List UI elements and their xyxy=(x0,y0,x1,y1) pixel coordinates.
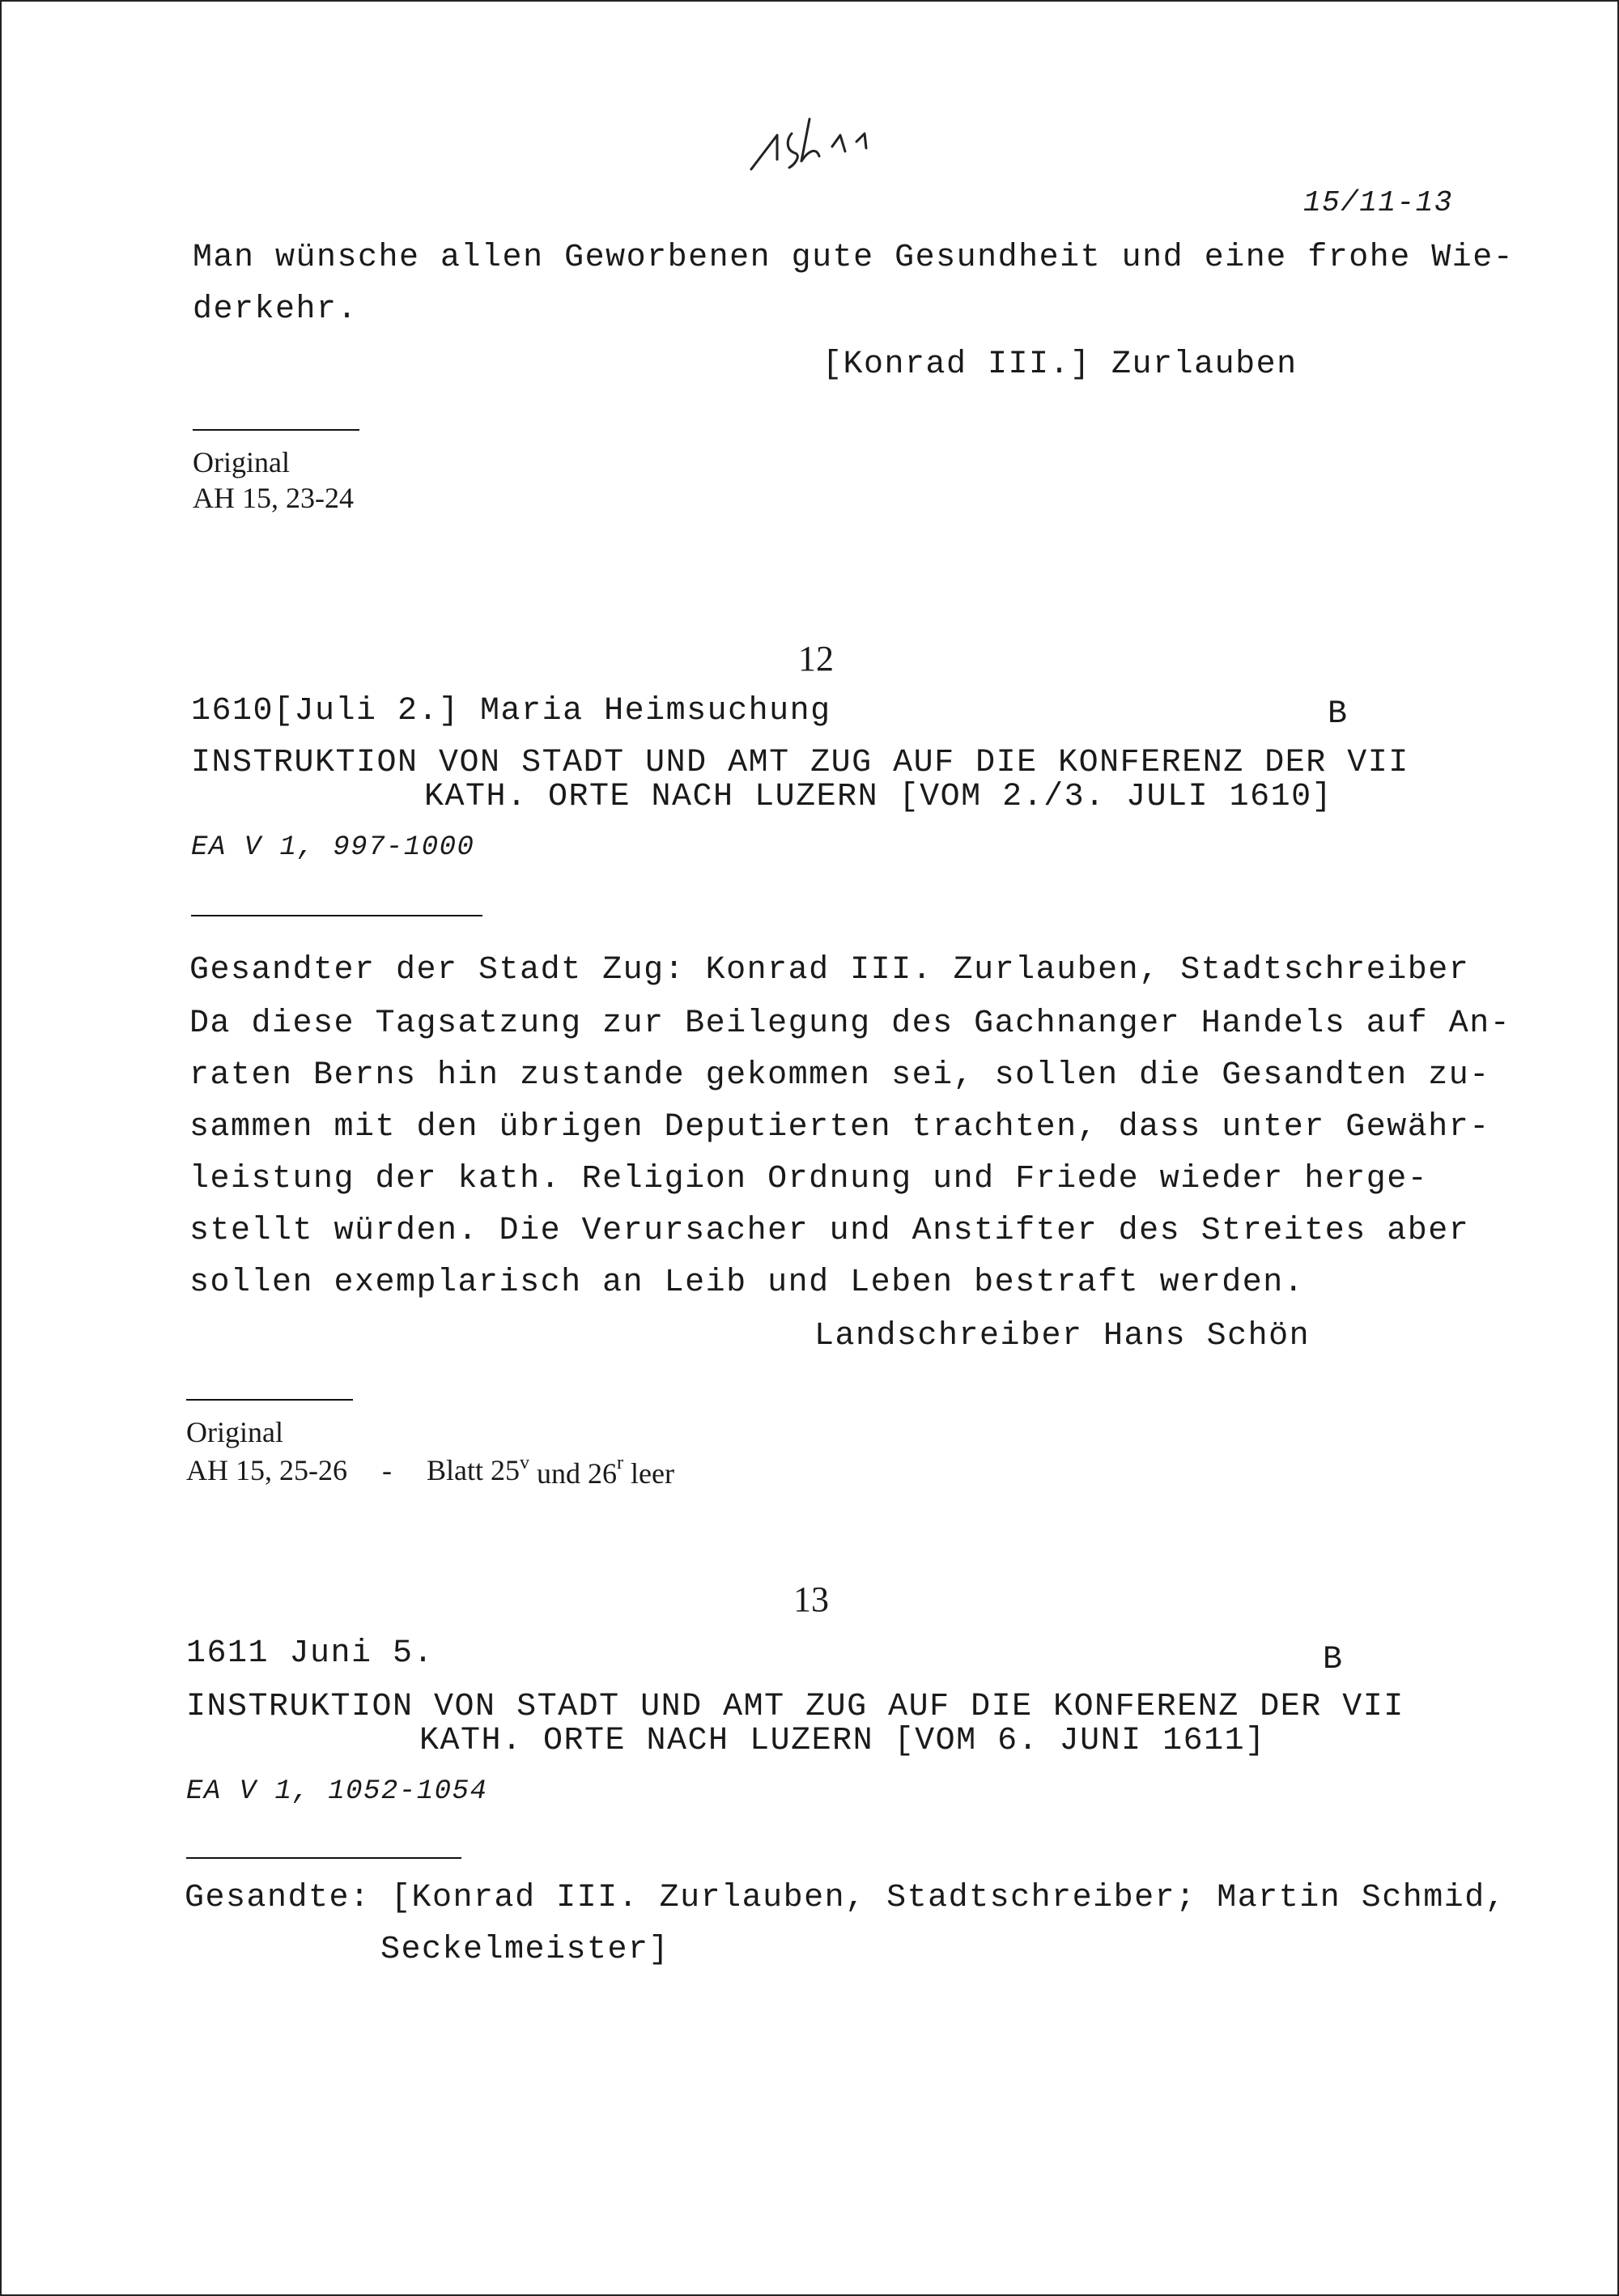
body-line: stellt würden. Die Verursacher und Anstifter des Streites aber xyxy=(189,1213,1470,1249)
signature: Landschreiber Hans Schön xyxy=(814,1318,1311,1354)
source-dash: - xyxy=(381,1454,392,1486)
body-line: sammen mit den übrigen Deputierten trachten, dass unter Gewähr- xyxy=(189,1109,1490,1146)
entry-title-line2: KATH. ORTE NACH LUZERN [VOM 2./3. JULI 1610] xyxy=(424,779,1333,815)
entry-date: 1610[Juli 2.] Maria Heimsuchung xyxy=(191,693,831,729)
divider xyxy=(186,1399,353,1401)
citation: EA V 1, 997-1000 xyxy=(191,832,475,863)
divider xyxy=(193,429,359,431)
source-note-c: leer xyxy=(630,1457,674,1490)
source-reference: AH 15, 25-26 xyxy=(186,1454,347,1486)
handwritten-folio-mark xyxy=(745,111,890,176)
body-line: Da diese Tagsatzung zur Beilegung des Gachnanger Handels auf An- xyxy=(189,1006,1511,1042)
entry-type: B xyxy=(1323,1642,1344,1678)
signature: [Konrad III.] Zurlauben xyxy=(822,347,1298,383)
entry-number: 13 xyxy=(793,1580,829,1619)
source-note-b: und 26 xyxy=(536,1457,617,1490)
superscript-v: v xyxy=(519,1452,529,1473)
entry-title-line2: KATH. ORTE NACH LUZERN [VOM 6. JUNI 1611] xyxy=(419,1723,1266,1759)
citation: EA V 1, 1052-1054 xyxy=(186,1776,488,1807)
body-line: sollen exemplarisch an Leib und Leben bestraft werden. xyxy=(189,1265,1305,1301)
entry-title-line1: INSTRUKTION VON STADT UND AMT ZUG AUF DIE KONFERENZ DER VII xyxy=(191,745,1409,781)
divider xyxy=(191,915,482,916)
body-line: raten Berns hin zustande gekommen sei, sollen die Gesandten zu- xyxy=(189,1057,1490,1094)
superscript-r: r xyxy=(616,1452,623,1473)
text-line: Man wünsche allen Geworbenen gute Gesundheit und eine frohe Wie- xyxy=(193,240,1515,276)
source-note-a: Blatt 25 xyxy=(426,1454,520,1486)
source-label: Original xyxy=(186,1416,283,1448)
envoys-line: Gesandte: [Konrad III. Zurlauben, Stadtschreiber; Martin Schmid, xyxy=(185,1880,1506,1916)
source-reference-line xyxy=(186,1452,674,1490)
body-line: leistung der kath. Religion Ordnung und Friede wieder herge- xyxy=(189,1161,1429,1197)
envoy-line: Gesandter der Stadt Zug: Konrad III. Zurlauben, Stadtschreiber xyxy=(189,952,1470,989)
source-reference: AH 15, 23-24 xyxy=(193,482,354,514)
envoys-line: Seckelmeister] xyxy=(380,1932,670,1968)
text-line: derkehr. xyxy=(193,291,359,328)
page-reference: 15/11-13 xyxy=(1303,186,1453,219)
entry-type: B xyxy=(1328,696,1349,733)
source-label: Original xyxy=(193,446,290,478)
entry-number: 12 xyxy=(798,639,834,678)
entry-date: 1611 Juni 5. xyxy=(186,1635,435,1672)
divider xyxy=(186,1857,461,1859)
entry-title-line1: INSTRUKTION VON STADT UND AMT ZUG AUF DIE KONFERENZ DER VII xyxy=(186,1689,1404,1725)
